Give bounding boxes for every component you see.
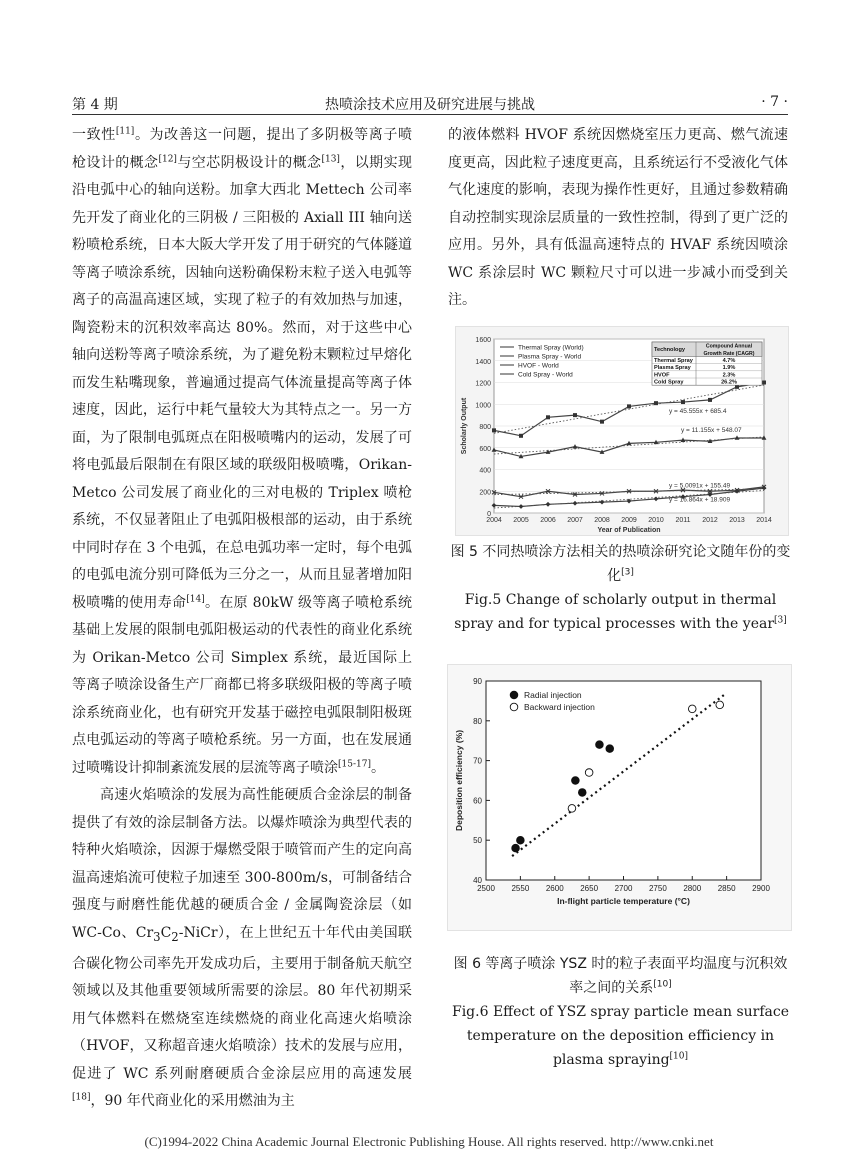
legend-entry: Thermal Spray (World) bbox=[518, 344, 584, 352]
x-axis-label: Year of Publication bbox=[597, 527, 661, 534]
y-tick-label: 40 bbox=[473, 876, 482, 885]
legend-entry: Plasma Spray - World bbox=[518, 353, 582, 361]
x-tick-label: 2900 bbox=[752, 884, 770, 893]
x-tick-label: 2012 bbox=[702, 517, 718, 524]
x-tick-label: 2009 bbox=[621, 517, 637, 524]
y-tick-label: 1400 bbox=[475, 358, 491, 366]
y-tick-label: 400 bbox=[479, 467, 491, 475]
issue-number: 第 4 期 bbox=[72, 97, 118, 113]
right-column bbox=[448, 122, 788, 315]
data-point bbox=[688, 705, 696, 713]
data-point bbox=[546, 415, 550, 419]
y-tick-label: 600 bbox=[479, 445, 491, 453]
data-point bbox=[600, 420, 604, 424]
data-point bbox=[517, 836, 525, 844]
table-header: Growth Rate (CAGR) bbox=[703, 350, 755, 357]
legend-entry: Backward injection bbox=[524, 702, 595, 712]
y-axis-label: Scholarly Output bbox=[461, 397, 468, 455]
page-number: · 7 · bbox=[761, 94, 788, 110]
trendline-equation: y = 11.155x + 548.07 bbox=[681, 426, 742, 434]
x-tick-label: 2650 bbox=[580, 884, 599, 893]
y-tick-label: 200 bbox=[479, 489, 491, 497]
y-axis-label: Deposition efficiency (%) bbox=[454, 729, 464, 832]
legend-entry: Cold Spray - World bbox=[518, 371, 573, 379]
trendline-equation: y = 16.864x + 18.909 bbox=[669, 496, 731, 504]
y-tick-label: 800 bbox=[479, 424, 491, 431]
y-tick-label: 90 bbox=[473, 677, 482, 686]
figure-5 bbox=[455, 326, 789, 536]
x-tick-label: 2750 bbox=[648, 884, 667, 893]
copyright-footer: (C)1994-2022 China Academic Journal Electronic Publishing House. All rights reserved. http://www.cnki.net bbox=[144, 1134, 714, 1149]
left-column bbox=[72, 122, 412, 1116]
legend-marker bbox=[510, 703, 518, 711]
table-cell: 1.9% bbox=[722, 365, 736, 372]
table-cell: 26.2% bbox=[721, 379, 737, 386]
figure-6 bbox=[447, 664, 792, 931]
x-tick-label: 2005 bbox=[513, 517, 529, 524]
data-point bbox=[572, 777, 580, 785]
paragraph: 高速火焰喷涂的发展为高性能硬质合金涂层的制备提供了有效的涂层制备方法。以爆炸喷涂为典型代表的特种火焰喷涂，因源于爆燃受限于喷管而产生的定向高温高速焰流可使粒子加速至 300-800m/s，可制备结合强度与耐磨性能优越的硬质合金 / 金属陶瓷涂层（如 WC-Co、$Cr_3C_2-NiCr$），在上世纪五十年代由美国联合碳化物公司率先开发成功后，主要用于制备航天航空领域以及其他重要领域所需要的涂层。80 年代初期采用气体燃料在燃烧室连续燃烧的商业化高速火焰喷涂（HVOF，又称超音速火焰喷涂）技术的发展与应用，促进了 WC 系列耐磨硬质合金涂层应用的高速发展[18]，90 年代商业化的采用燃油为主 bbox=[72, 787, 412, 1110]
data-point bbox=[716, 701, 724, 709]
trendline-equation: y = 45.555x + 685.4 bbox=[669, 407, 727, 415]
data-point bbox=[519, 434, 523, 438]
table-header: Technology bbox=[654, 347, 685, 354]
table-header: Compound Annual bbox=[705, 343, 753, 350]
x-tick-label: 2004 bbox=[486, 517, 502, 524]
y-tick-label: 70 bbox=[473, 756, 482, 766]
y-tick-label: 1200 bbox=[475, 380, 491, 388]
table-cell: Cold Spray bbox=[654, 379, 684, 386]
figure-5-caption bbox=[448, 540, 793, 636]
data-point bbox=[654, 401, 658, 405]
x-tick-label: 2006 bbox=[540, 517, 556, 524]
scholarly-output-chart bbox=[456, 327, 788, 535]
table-cell: Thermal Spray bbox=[654, 358, 693, 364]
data-point bbox=[708, 398, 712, 402]
x-tick-label: 2008 bbox=[594, 517, 610, 524]
x-axis-label: In-flight particle temperature (°C) bbox=[557, 896, 690, 906]
x-tick-label: 2013 bbox=[729, 517, 745, 524]
y-tick-label: 0 bbox=[487, 511, 491, 518]
data-point bbox=[578, 789, 586, 797]
x-tick-label: 2550 bbox=[511, 884, 530, 893]
x-tick-label: 2850 bbox=[717, 884, 736, 893]
data-point bbox=[568, 805, 576, 813]
table-cell: Plasma Spray bbox=[654, 365, 691, 372]
data-point bbox=[596, 741, 604, 749]
x-tick-label: 2010 bbox=[648, 517, 664, 524]
y-tick-label: 1000 bbox=[475, 402, 491, 410]
data-point bbox=[512, 844, 520, 852]
data-point bbox=[762, 381, 766, 385]
trendline-equation: y = 5.0091x + 155.49 bbox=[669, 482, 731, 490]
data-point bbox=[492, 428, 496, 432]
caption-en: Fig.5 Change of scholarly output in thermal spray and for typical processes with the year[3] bbox=[454, 592, 787, 632]
caption-en: Fig.6 Effect of YSZ spray particle mean surface temperature on the deposition efficiency in plasma spraying[10] bbox=[451, 1004, 790, 1068]
paragraph: 的液体燃料 HVOF 系统因燃烧室压力更高、燃气流速度更高，因此粒子速度更高，且系统运行不受液化气体气化速度的影响，表现为操作性更好，且通过参数精确自动控制实现涂层质量的一致性控制，得到了更广泛的应用。另外，具有低温高速特点的 HVAF 系统因喷涂 WC 系涂层时 WC 颗粒尺寸可以进一步减小而受到关注。 bbox=[448, 127, 788, 308]
data-point bbox=[573, 413, 577, 417]
x-tick-label: 2014 bbox=[756, 517, 772, 524]
legend-entry: Radial injection bbox=[524, 690, 582, 700]
table-cell: 2.3% bbox=[722, 372, 736, 379]
data-point bbox=[606, 745, 614, 753]
table-cell: 4.7% bbox=[722, 358, 736, 364]
figure-6-caption bbox=[448, 952, 793, 1072]
y-tick-label: 1600 bbox=[475, 337, 491, 344]
data-point bbox=[681, 400, 685, 404]
caption-zh: 图 5 不同热喷涂方法相关的热喷涂研究论文随年份的变化[3] bbox=[450, 544, 791, 584]
caption-zh: 图 6 等离子喷涂 YSZ 时的粒子表面平均温度与沉积效率之间的关系[10] bbox=[453, 956, 788, 996]
running-header bbox=[72, 92, 788, 115]
y-tick-label: 60 bbox=[473, 796, 482, 806]
journal-article-title: 热喷涂技术应用及研究进展与挑战 bbox=[325, 97, 535, 113]
data-point bbox=[585, 769, 593, 777]
deposition-efficiency-chart bbox=[448, 665, 791, 930]
x-tick-label: 2800 bbox=[683, 884, 702, 893]
y-tick-label: 80 bbox=[473, 716, 482, 726]
table-cell: HVOF bbox=[654, 372, 670, 379]
x-tick-label: 2600 bbox=[545, 884, 564, 893]
paragraph: 一致性[11]。为改善这一问题，提出了多阴极等离子喷枪设计的概念[12]与空芯阴极设计的概念[13]，以期实现沿电弧中心的轴向送粉。加拿大西北 Mettech 公司率先开发了商业化的三阴极 / 三阳极的 Axiall III 轴向送粉喷枪系统，日本大阪大学开发了用于研究的气体隧道等离子喷涂系统，因轴向送粉确保粉末粒子送入电弧等离子的高温高速区域，实现了粒子的有效加热与加速，陶瓷粉末的沉积效率高达 80%。然而，对于这些中心轴向送粉等离子喷涂系统，为了避免粉末颗粒过早熔化而发生粘嘴现象，普遍通过提高气体流量提高等离子体速度，因此，运行中耗气量较大为其特点之一。另一方面，为了限制电弧斑点在阳极喷嘴内的运动，发展了可将电弧最后限制在有限区域的联级阳极喷嘴，Orikan-Metco 公司发展了商业化的三对电极的 Triplex 喷枪系统，不仅显著阻止了电弧阳极根部的运动，由于系统中同时存在 3 个电弧，在总电弧功率一定时，每个电弧的电弧电流分别可降低为三分之一，从而且显著增加阳极喷嘴的使用寿命[14]。在原 80kW 级等离子喷枪系统基础上发展的限制电弧阳极运动的代表性的商业化系统为 Orikan-Metco 公司 Simplex 系统，最近国际上等离子喷涂设备生产厂商都已将多联级阳极的等离子喷涂系统商业化，也有研究开发基于磁控电弧限制阳极斑点电弧运动的等离子喷枪系统。另一方面，也在发展通过喷嘴设计抑制紊流发展的层流等离子喷涂[15-17]。 bbox=[72, 126, 413, 776]
x-tick-label: 2500 bbox=[477, 884, 495, 893]
x-tick-label: 2007 bbox=[567, 517, 583, 524]
legend-entry: HVOF - World bbox=[518, 362, 559, 370]
x-tick-label: 2011 bbox=[675, 517, 691, 524]
x-tick-label: 2700 bbox=[614, 884, 633, 893]
data-point bbox=[627, 404, 631, 408]
legend-marker bbox=[510, 691, 518, 699]
y-tick-label: 50 bbox=[473, 836, 482, 846]
